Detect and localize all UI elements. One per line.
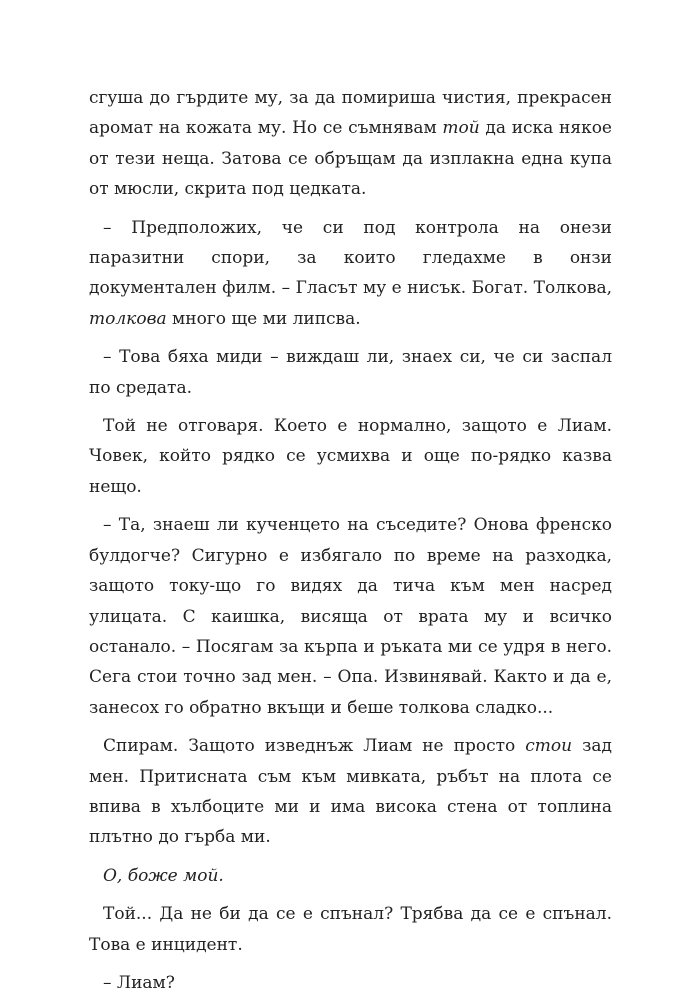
italic-text-segment: толкова — [89, 308, 167, 329]
text-segment: – Това бяха миди – виждаш ли, знаех си, че си заспал по средата. — [89, 347, 612, 398]
paragraph-6 — [89, 731, 612, 853]
paragraph-4 — [89, 411, 612, 502]
paragraph-8 — [89, 899, 612, 960]
text-segment: – Та, знаеш ли кученцето на съседите? Онова френско булдогче? Сигурно е избягало по време на разходка, защото току-що го видях да тича към мен насред улицата. С каишка, висяща от врата му и всичко останало. – Посягам за кърпа и ръката ми се удря в него. Сега стои точно зад мен. – Опа. Извинявай. Както и да е, занесох го обратно вкъщи и беше толкова сладко... — [89, 515, 612, 718]
text-segment: Спирам. Защото изведнъж Лиам не просто — [103, 736, 526, 757]
paragraph-2 — [89, 213, 612, 335]
text-segment: много ще ми липсва. — [166, 308, 361, 329]
book-page-text — [89, 83, 612, 998]
paragraph-1 — [89, 83, 612, 205]
text-segment: – Лиам? — [103, 972, 175, 993]
text-segment: сгуша до гърдите му, за да помириша чистия, прекрасен аромат на кожата му. Но се съмнявам — [89, 88, 612, 139]
paragraph-5 — [89, 510, 612, 723]
italic-text-segment: О, боже мой. — [103, 865, 224, 886]
text-segment: да иска някое от тези неща. Затова се обръщам да изплакна една купа от мюсли, скрита под цедката. — [89, 118, 612, 200]
text-segment: Той... Да не би да се е спънал? Трябва да се е спънал. Това е инцидент. — [89, 904, 612, 955]
italic-text-segment: той — [442, 118, 480, 139]
italic-text-segment: стои — [525, 736, 573, 757]
paragraph-9 — [89, 968, 612, 998]
text-segment: – Предположих, че си под контрола на онези паразитни спори, за които гледахме в онзи документален филм. – Гласът му е нисък. Богат. Толкова, — [89, 217, 612, 299]
text-segment: зад мен. Притисната съм към мивката, ръбът на плота се впива в хълбоците ми и има висока стена от топлина плътно до гърба ми. — [89, 736, 612, 848]
paragraph-3 — [89, 342, 612, 403]
text-segment: Той не отговаря. Което е нормално, защото е Лиам. Човек, който рядко се усмихва и още по-рядко казва нещо. — [89, 416, 612, 497]
paragraph-7 — [89, 861, 612, 891]
